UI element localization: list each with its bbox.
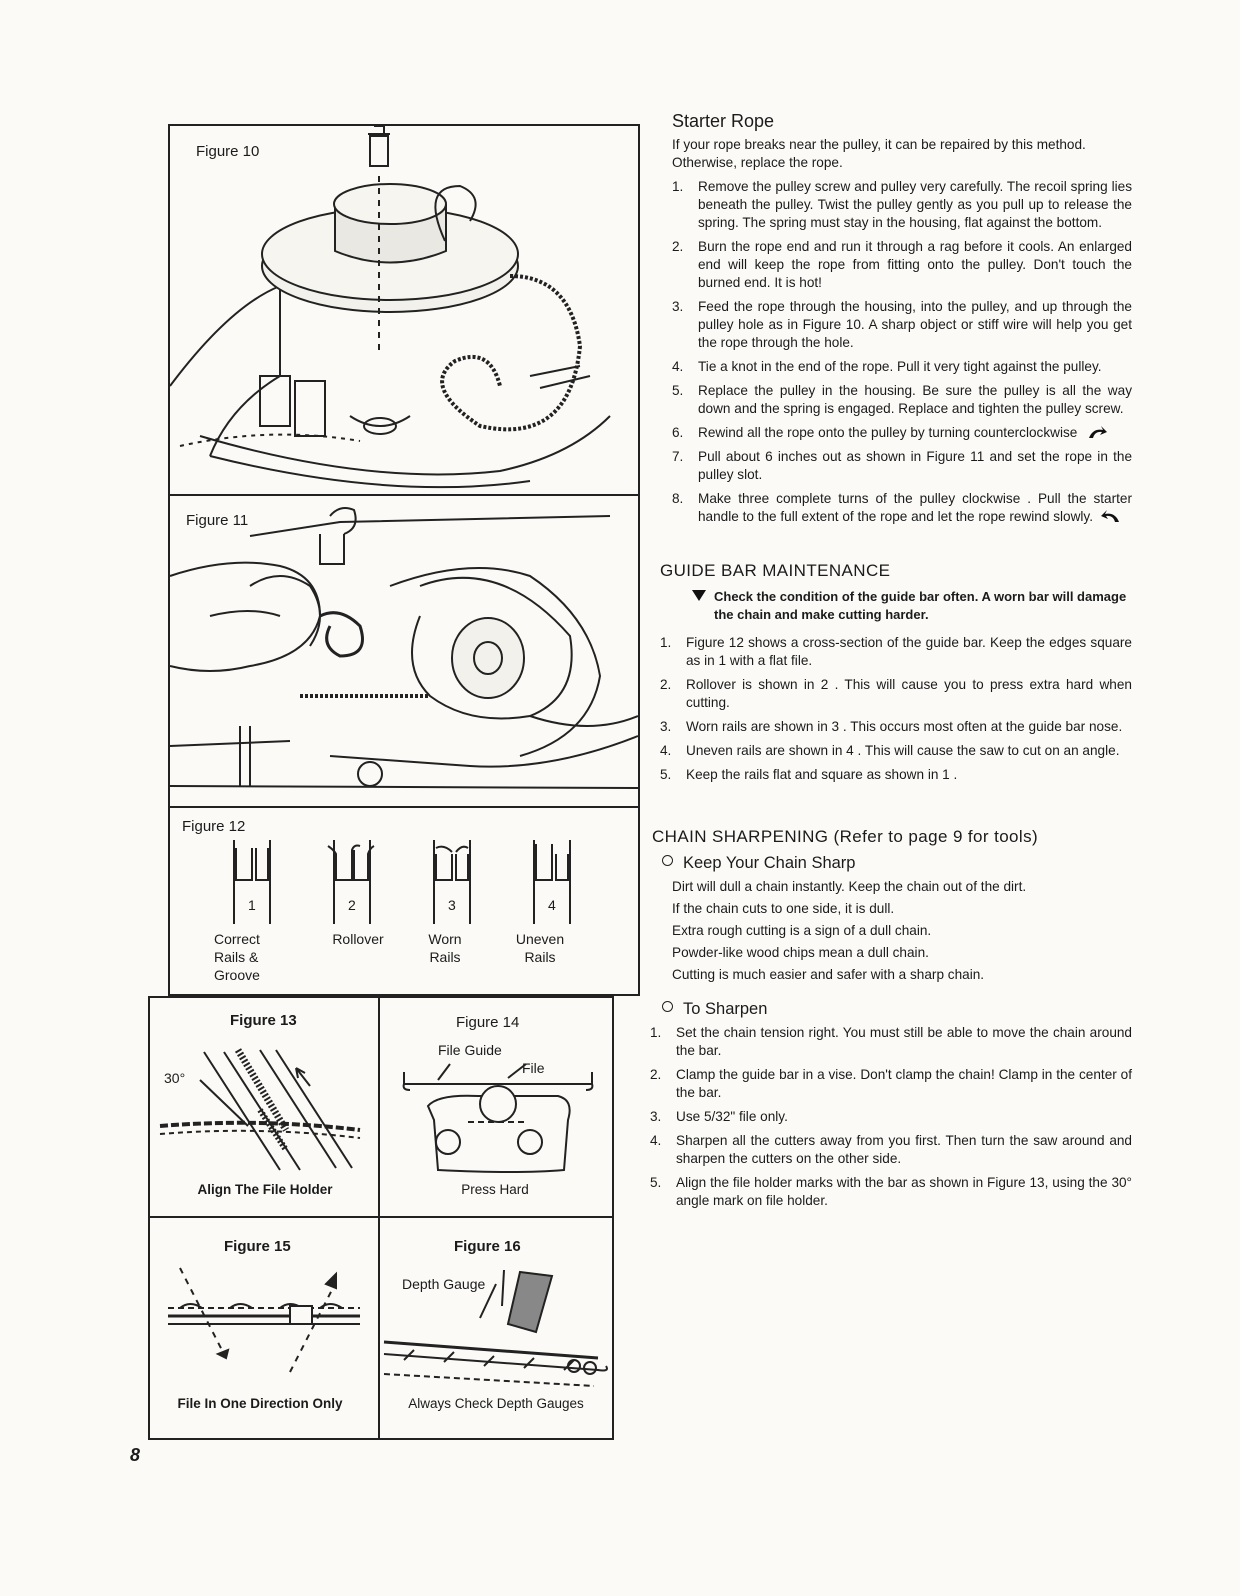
list-item: 4. Tie a knot in the end of the rope. Pull it very tight against the pulley. <box>672 359 1102 374</box>
starter-rope-steps <box>672 178 1132 526</box>
keep-sharp-line: Extra rough cutting is a sign of a dull chain. <box>672 923 932 938</box>
file-guide-illustration <box>398 1060 598 1180</box>
to-sharpen-steps <box>650 1024 1132 1210</box>
rail-caption-2: Rollover <box>332 931 384 947</box>
to-sharpen-heading: To Sharpen <box>662 1000 1132 1018</box>
rail-num-4: 4 <box>548 897 556 913</box>
starter-rope-heading: Starter Rope <box>672 111 775 131</box>
list-item: 3. Feed the rope through the housing, into the pulley, and up through the pulley hole as in Figure 10. A sharp object or stiff wire will help you get the rope through the hole. <box>672 299 1132 350</box>
rail-caption-3: Worn Rails <box>428 931 462 965</box>
keep-sharp-line: Powder-like wood chips mean a dull chain. <box>672 945 929 960</box>
starter-pulley-illustration <box>170 126 638 492</box>
circle-bullet-icon <box>662 1001 673 1012</box>
divider-fig11-12 <box>168 806 640 808</box>
file-label: File <box>522 1060 545 1076</box>
file-guide-label: File Guide <box>438 1042 502 1058</box>
warning-triangle-icon <box>692 590 706 601</box>
keep-sharp-line: If the chain cuts to one side, it is dull. <box>672 901 895 916</box>
list-item: 6. Rewind all the rope onto the pulley by turning counterclockwise <box>672 424 1132 442</box>
guide-bar-steps <box>660 634 1132 784</box>
starter-rope-intro: If your rope breaks near the pulley, it can be repaired by this method. Otherwise, replace the rope. <box>672 137 1086 170</box>
rail-cross-sections <box>222 840 582 924</box>
guide-bar-heading: GUIDE BAR MAINTENANCE <box>660 561 891 580</box>
grid-vertical-divider <box>378 996 380 1440</box>
one-direction-illustration <box>160 1262 370 1382</box>
figure-15-caption: File In One Direction Only <box>177 1396 343 1411</box>
grid-horizontal-divider <box>148 1216 614 1218</box>
clockwise-arrow-icon <box>1101 510 1121 524</box>
figure-10-label: Figure 10 <box>196 143 260 160</box>
list-item: 5. Replace the pulley in the housing. Be sure the pulley is all the way down and the spring is engaged. Replace and tighten the pulley screw. <box>672 383 1132 416</box>
list-item: 1. Set the chain tension right. You must still be able to move the chain around the bar. <box>650 1025 1132 1058</box>
keep-sharp-heading: Keep Your Chain Sharp <box>662 854 1132 872</box>
figure-16-label: Figure 16 <box>454 1238 521 1255</box>
list-item: 7. Pull about 6 inches out as shown in Figure 11 and set the rope in the pulley slot. <box>672 449 1132 482</box>
list-item: 1. Remove the pulley screw and pulley very carefully. The recoil spring lies beneath the pulley. Twist the pulley gently as you pull up to release the spring. The spring must stay in the housing, flat against the bottom. <box>672 179 1132 230</box>
angle-30-label: 30° <box>164 1070 186 1086</box>
list-item: 2. Clamp the guide bar in a vise. Don't clamp the chain! Clamp in the center of the bar. <box>650 1067 1132 1100</box>
figure-13-caption: Align The File Holder <box>197 1182 333 1197</box>
chain-sharpening-heading: CHAIN SHARPENING (Refer to page 9 for tools) <box>652 827 1039 846</box>
figure-13-label: Figure 13 <box>230 1012 297 1029</box>
list-item: 5. Align the file holder marks with the bar as shown in Figure 13, using the 30° angle mark on file holder. <box>650 1175 1132 1208</box>
list-item: 3. Worn rails are shown in 3 . This occurs most often at the guide bar nose. <box>660 719 1123 734</box>
list-item: 8. Make three complete turns of the pulley clockwise . Pull the starter handle to the full extent of the rope and let the rope rewind slowly. <box>672 491 1132 524</box>
list-item: 5. Keep the rails flat and square as shown in 1 . <box>660 767 958 782</box>
keep-sharp-line: Dirt will dull a chain instantly. Keep the chain out of the dirt. <box>672 879 1027 894</box>
rail-caption-4: Uneven Rails <box>515 931 565 965</box>
list-item: 1. Figure 12 shows a cross-section of the guide bar. Keep the edges square as in 1 with a flat file. <box>660 635 1132 668</box>
keep-sharp-line: Cutting is much easier and safer with a sharp chain. <box>672 967 985 982</box>
depth-gauge-illustration <box>384 1262 610 1392</box>
list-item: 4. Sharpen all the cutters away from you first. Then turn the saw around and sharpen the cutters on the other side. <box>650 1133 1132 1166</box>
list-item: 2. Burn the rope end and run it through a rag before it cools. An enlarged end will keep the rope from fitting onto the pulley. Don't touch the burned end. It is hot! <box>672 239 1132 290</box>
figure-14-label: Figure 14 <box>456 1014 520 1031</box>
counterclockwise-arrow-icon <box>1087 426 1107 440</box>
rail-caption-1: Correct Rails & Groove <box>214 931 260 983</box>
figure-11-label: Figure 11 <box>186 512 249 529</box>
rail-num-3: 3 <box>448 897 456 913</box>
figure-16-caption: Always Check Depth Gauges <box>408 1396 584 1411</box>
list-item: 4. Uneven rails are shown in 4 . This will cause the saw to cut on an angle. <box>660 743 1120 758</box>
figure-15-label: Figure 15 <box>224 1238 291 1255</box>
list-item: 3. Use 5/32" file only. <box>650 1109 788 1124</box>
list-item: 2. Rollover is shown in 2 . This will cause you to press extra hard when cutting. <box>660 677 1132 710</box>
instruction-column <box>650 111 1132 1216</box>
circle-bullet-icon <box>662 855 673 866</box>
depth-gauge-label: Depth Gauge <box>402 1276 486 1292</box>
figure-12-label: Figure 12 <box>182 818 246 835</box>
file-holder-alignment-illustration <box>160 1040 370 1170</box>
guide-bar-warning: Check the condition of the guide bar often. A worn bar will damage the chain and make cutting harder. <box>692 588 1132 624</box>
page-number: 8 <box>130 1445 141 1465</box>
rail-num-2: 2 <box>348 897 356 913</box>
figure-14-caption: Press Hard <box>461 1182 529 1197</box>
rail-num-1: 1 <box>248 897 256 913</box>
rope-pull-illustration <box>170 496 638 804</box>
